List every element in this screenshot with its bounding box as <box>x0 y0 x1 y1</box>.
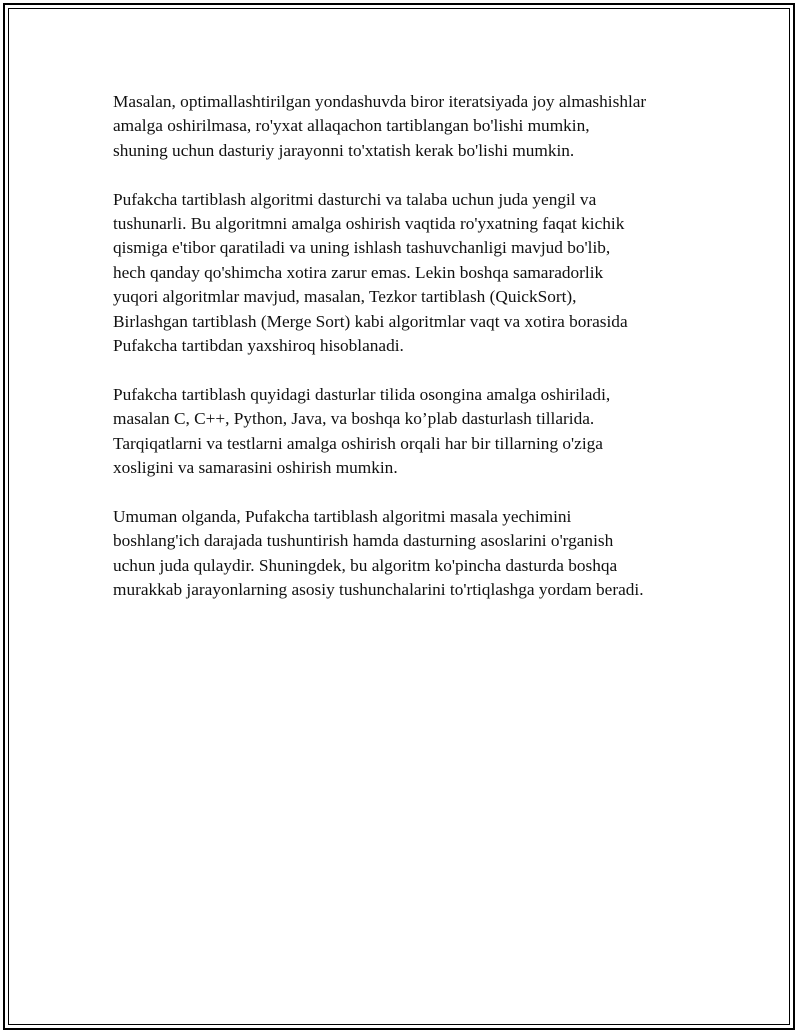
paragraph-2: Pufakcha tartiblash algoritmi dasturchi va talaba uchun juda yengil va tushunarli. Bu algoritmni amalga oshirish vaqtida ro'yxatning faqat kichik qismiga e'tibor qaratiladi va uning ishlash tashuvchanligi mavjud bo'lib, hech qanday qo'shimcha xotira zarur emas. Lekin boshqa samaradorlik yuqori algoritmlar mavjud, masalan, Tezkor tartiblash (QuickSort), Birlashgan tartiblash (Merge Sort) kabi algoritmlar vaqt va xotira borasida Pufakcha tartibdan yaxshiroq hisoblanadi. <box>113 189 628 356</box>
paragraph-3: Pufakcha tartiblash quyidagi dasturlar tilida osongina amalga oshiriladi, masalan C, C++, Python, Java, va boshqa ko’plab dasturlash tillarida. Tarqiqatlarni va testlarni amalga oshirish orqali har bir tillarning o'ziga xosligini va samarasini oshirish mumkin. <box>113 384 611 478</box>
document-body <box>113 90 693 627</box>
paragraph-4: Umuman olganda, Pufakcha tartiblash algoritmi masala yechimini boshlang'ich darajada tushuntirish hamda dasturning asoslarini o'rganish uchun juda qulaydir. Shuningdek, bu algoritm ko'pincha dasturda boshqa murakkab jarayonlarning asosiy tushunchalarini to'rtiqlashga yordam beradi. <box>113 506 644 600</box>
paragraph-1: Masalan, optimallashtirilgan yondashuvda biror iteratsiyada joy almashishlar amalga oshirilmasa, ro'yxat allaqachon tartiblangan bo'lishi mumkin, shuning uchun dasturiy jarayonni to'xtatish kerak bo'lishi mumkin. <box>113 92 647 160</box>
